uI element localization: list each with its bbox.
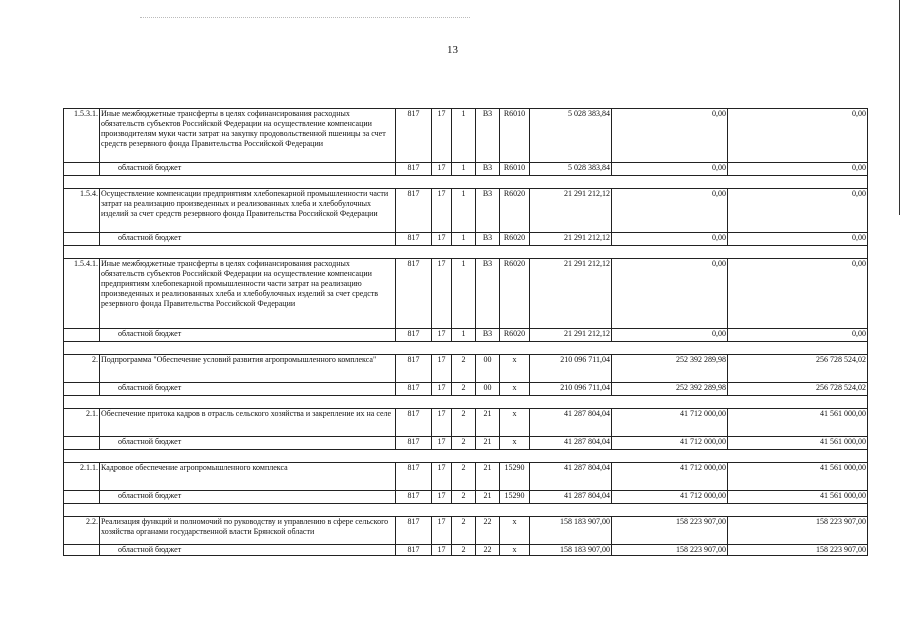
row-number-cell: 2.1.	[64, 409, 100, 437]
separator-cell	[612, 246, 728, 259]
separator-cell	[476, 342, 500, 355]
row-separator	[64, 342, 868, 355]
event-code-cell: В3	[476, 189, 500, 233]
row-number-cell: 1.5.3.1.	[64, 109, 100, 163]
amount-year3-cell: 41 561 000,00	[728, 409, 868, 437]
event-code-cell: В3	[476, 259, 500, 329]
direction-code-cell: х	[500, 545, 530, 556]
budget-subrow	[64, 437, 868, 450]
ministry-code-cell: 817	[396, 383, 432, 396]
amount-year2-cell: 0,00	[612, 233, 728, 246]
amount-year1-cell: 5 028 383,84	[530, 109, 612, 163]
separator-cell	[612, 450, 728, 463]
page-number: 13	[447, 44, 458, 56]
direction-code-cell: 15290	[500, 463, 530, 491]
row-name-cell: областной бюджет	[100, 163, 396, 176]
program-code-cell: 17	[432, 463, 452, 491]
row-separator	[64, 396, 868, 409]
budget-row	[64, 355, 868, 383]
amount-year3-cell: 158 223 907,00	[728, 545, 868, 556]
event-code-cell: 00	[476, 355, 500, 383]
program-code-cell: 17	[432, 163, 452, 176]
amount-year1-cell: 5 028 383,84	[530, 163, 612, 176]
direction-code-cell: х	[500, 355, 530, 383]
budget-row	[64, 259, 868, 329]
separator-cell	[100, 396, 396, 409]
event-code-cell: В3	[476, 233, 500, 246]
separator-cell	[728, 176, 868, 189]
separator-cell	[476, 246, 500, 259]
amount-year1-cell: 21 291 212,12	[530, 259, 612, 329]
row-name-cell: Иные межбюджетные трансферты в целях софинансирования расходных обязательств субъектов Российской Федерации на осуществление компенсации предприятиям хлебопекарной промышленности части затрат на реализацию произведенных и реализованных хлеба и хлебобулочных изделий за счет средств резервного фонда Правительства Российской Федерации	[100, 259, 396, 329]
program-code-cell: 17	[432, 189, 452, 233]
row-name-cell: областной бюджет	[100, 491, 396, 504]
ministry-code-cell: 817	[396, 517, 432, 545]
event-code-cell: 21	[476, 491, 500, 504]
ministry-code-cell: 817	[396, 109, 432, 163]
separator-cell	[64, 396, 100, 409]
ministry-code-cell: 817	[396, 437, 432, 450]
amount-year1-cell: 210 096 711,04	[530, 355, 612, 383]
row-name-cell: Обеспечение притока кадров в отрасль сельского хозяйства и закрепление их на селе	[100, 409, 396, 437]
row-name-cell: областной бюджет	[100, 329, 396, 342]
direction-code-cell: R6010	[500, 109, 530, 163]
program-code-cell: 17	[432, 233, 452, 246]
budget-subrow	[64, 383, 868, 396]
row-number-cell: 1.5.4.1.	[64, 259, 100, 329]
ministry-code-cell: 817	[396, 233, 432, 246]
row-name-cell: Реализация функций и полномочий по руководству и управлению в сфере сельского хозяйства органами государственной власти Брянской области	[100, 517, 396, 545]
separator-cell	[64, 246, 100, 259]
direction-code-cell: х	[500, 409, 530, 437]
budget-subrow	[64, 545, 868, 556]
amount-year2-cell: 0,00	[612, 329, 728, 342]
budget-row	[64, 189, 868, 233]
event-code-cell: В3	[476, 163, 500, 176]
separator-cell	[728, 246, 868, 259]
row-name-cell: областной бюджет	[100, 437, 396, 450]
row-name-cell: областной бюджет	[100, 383, 396, 396]
separator-cell	[100, 176, 396, 189]
separator-cell	[452, 450, 476, 463]
ministry-code-cell: 817	[396, 491, 432, 504]
budget-row	[64, 409, 868, 437]
subprogram-code-cell: 2	[452, 383, 476, 396]
separator-cell	[64, 342, 100, 355]
subprogram-code-cell: 1	[452, 329, 476, 342]
separator-cell	[396, 396, 432, 409]
amount-year3-cell: 256 728 524,02	[728, 383, 868, 396]
row-number-cell: 2.1.1.	[64, 463, 100, 491]
amount-year3-cell: 0,00	[728, 109, 868, 163]
amount-year3-cell: 0,00	[728, 259, 868, 329]
amount-year1-cell: 41 287 804,04	[530, 463, 612, 491]
separator-cell	[530, 396, 612, 409]
separator-cell	[476, 450, 500, 463]
subprogram-code-cell: 2	[452, 545, 476, 556]
separator-cell	[100, 342, 396, 355]
separator-cell	[432, 450, 452, 463]
program-code-cell: 17	[432, 355, 452, 383]
direction-code-cell: R6020	[500, 189, 530, 233]
amount-year2-cell: 41 712 000,00	[612, 463, 728, 491]
separator-cell	[396, 450, 432, 463]
amount-year3-cell: 158 223 907,00	[728, 517, 868, 545]
amount-year1-cell: 210 096 711,04	[530, 383, 612, 396]
direction-code-cell: R6020	[500, 233, 530, 246]
amount-year3-cell: 0,00	[728, 189, 868, 233]
direction-code-cell: R6020	[500, 259, 530, 329]
row-separator	[64, 450, 868, 463]
program-code-cell: 17	[432, 109, 452, 163]
subprogram-code-cell: 2	[452, 517, 476, 545]
row-number-cell	[64, 163, 100, 176]
amount-year1-cell: 41 287 804,04	[530, 409, 612, 437]
row-name-cell: Иные межбюджетные трансферты в целях софинансирования расходных обязательств субъектов Российской Федерации на осуществление компенсации производителям муки части затрат на закупку продовольственной пшеницы за счет средств резервного фонда Правительства Российской Федерации	[100, 109, 396, 163]
amount-year2-cell: 41 712 000,00	[612, 437, 728, 450]
event-code-cell: 21	[476, 463, 500, 491]
ministry-code-cell: 817	[396, 259, 432, 329]
separator-cell	[530, 176, 612, 189]
direction-code-cell: R6010	[500, 163, 530, 176]
row-number-cell	[64, 545, 100, 556]
program-code-cell: 17	[432, 329, 452, 342]
subprogram-code-cell: 1	[452, 233, 476, 246]
row-name-cell: областной бюджет	[100, 233, 396, 246]
row-number-cell	[64, 329, 100, 342]
separator-cell	[530, 450, 612, 463]
separator-cell	[432, 176, 452, 189]
budget-table-body	[64, 109, 868, 556]
program-code-cell: 17	[432, 545, 452, 556]
event-code-cell: 22	[476, 517, 500, 545]
separator-cell	[396, 504, 432, 517]
budget-subrow	[64, 163, 868, 176]
separator-cell	[452, 246, 476, 259]
row-number-cell: 2.2.	[64, 517, 100, 545]
budget-row	[64, 463, 868, 491]
separator-cell	[432, 396, 452, 409]
separator-cell	[452, 342, 476, 355]
ministry-code-cell: 817	[396, 163, 432, 176]
amount-year3-cell: 41 561 000,00	[728, 491, 868, 504]
program-code-cell: 17	[432, 409, 452, 437]
separator-cell	[530, 246, 612, 259]
event-code-cell: В3	[476, 109, 500, 163]
separator-cell	[452, 176, 476, 189]
row-name-cell: Подпрограмма "Обеспечение условий развития агропромышленного комплекса"	[100, 355, 396, 383]
amount-year2-cell: 252 392 289,98	[612, 383, 728, 396]
direction-code-cell: х	[500, 383, 530, 396]
separator-cell	[500, 342, 530, 355]
amount-year2-cell: 0,00	[612, 189, 728, 233]
separator-cell	[728, 504, 868, 517]
ministry-code-cell: 817	[396, 409, 432, 437]
amount-year1-cell: 41 287 804,04	[530, 437, 612, 450]
ministry-code-cell: 817	[396, 355, 432, 383]
separator-cell	[396, 176, 432, 189]
subprogram-code-cell: 2	[452, 437, 476, 450]
row-name-cell: областной бюджет	[100, 545, 396, 556]
amount-year3-cell: 0,00	[728, 233, 868, 246]
row-name-cell: Кадровое обеспечение агропромышленного комплекса	[100, 463, 396, 491]
event-code-cell: 00	[476, 383, 500, 396]
amount-year2-cell: 0,00	[612, 163, 728, 176]
separator-cell	[728, 450, 868, 463]
separator-cell	[64, 176, 100, 189]
separator-cell	[476, 176, 500, 189]
separator-cell	[100, 504, 396, 517]
amount-year2-cell: 158 223 907,00	[612, 545, 728, 556]
separator-cell	[500, 450, 530, 463]
program-code-cell: 17	[432, 383, 452, 396]
direction-code-cell: х	[500, 437, 530, 450]
direction-code-cell: х	[500, 517, 530, 545]
program-code-cell: 17	[432, 491, 452, 504]
amount-year2-cell: 252 392 289,98	[612, 355, 728, 383]
budget-row	[64, 109, 868, 163]
amount-year1-cell: 158 183 907,00	[530, 517, 612, 545]
budget-subrow	[64, 233, 868, 246]
separator-cell	[396, 246, 432, 259]
amount-year1-cell: 21 291 212,12	[530, 233, 612, 246]
separator-cell	[396, 342, 432, 355]
separator-cell	[500, 246, 530, 259]
amount-year1-cell: 41 287 804,04	[530, 491, 612, 504]
row-number-cell	[64, 233, 100, 246]
scan-speckle-line	[140, 17, 470, 19]
separator-cell	[476, 396, 500, 409]
separator-cell	[728, 396, 868, 409]
row-number-cell: 1.5.4.	[64, 189, 100, 233]
event-code-cell: 21	[476, 409, 500, 437]
separator-cell	[432, 504, 452, 517]
separator-cell	[530, 504, 612, 517]
amount-year2-cell: 0,00	[612, 259, 728, 329]
subprogram-code-cell: 1	[452, 109, 476, 163]
amount-year3-cell: 41 561 000,00	[728, 437, 868, 450]
event-code-cell: 21	[476, 437, 500, 450]
budget-subrow	[64, 491, 868, 504]
direction-code-cell: R6020	[500, 329, 530, 342]
separator-cell	[100, 450, 396, 463]
subprogram-code-cell: 2	[452, 491, 476, 504]
amount-year2-cell: 41 712 000,00	[612, 409, 728, 437]
separator-cell	[612, 342, 728, 355]
budget-table	[63, 108, 868, 556]
ministry-code-cell: 817	[396, 189, 432, 233]
row-number-cell: 2.	[64, 355, 100, 383]
separator-cell	[64, 450, 100, 463]
row-separator	[64, 504, 868, 517]
separator-cell	[476, 504, 500, 517]
amount-year1-cell: 158 183 907,00	[530, 545, 612, 556]
subprogram-code-cell: 1	[452, 189, 476, 233]
separator-cell	[612, 176, 728, 189]
separator-cell	[500, 504, 530, 517]
amount-year2-cell: 41 712 000,00	[612, 491, 728, 504]
amount-year1-cell: 21 291 212,12	[530, 189, 612, 233]
event-code-cell: В3	[476, 329, 500, 342]
scan-edge-line	[899, 0, 900, 215]
subprogram-code-cell: 1	[452, 259, 476, 329]
separator-cell	[728, 342, 868, 355]
budget-subrow	[64, 329, 868, 342]
ministry-code-cell: 817	[396, 463, 432, 491]
program-code-cell: 17	[432, 259, 452, 329]
row-separator	[64, 246, 868, 259]
amount-year3-cell: 256 728 524,02	[728, 355, 868, 383]
row-number-cell	[64, 491, 100, 504]
program-code-cell: 17	[432, 517, 452, 545]
row-number-cell	[64, 437, 100, 450]
amount-year1-cell: 21 291 212,12	[530, 329, 612, 342]
separator-cell	[612, 504, 728, 517]
separator-cell	[500, 396, 530, 409]
program-code-cell: 17	[432, 437, 452, 450]
separator-cell	[500, 176, 530, 189]
amount-year2-cell: 0,00	[612, 109, 728, 163]
subprogram-code-cell: 1	[452, 163, 476, 176]
amount-year2-cell: 158 223 907,00	[612, 517, 728, 545]
separator-cell	[64, 504, 100, 517]
separator-cell	[452, 504, 476, 517]
separator-cell	[530, 342, 612, 355]
separator-cell	[432, 246, 452, 259]
row-separator	[64, 176, 868, 189]
separator-cell	[100, 246, 396, 259]
row-number-cell	[64, 383, 100, 396]
ministry-code-cell: 817	[396, 329, 432, 342]
amount-year3-cell: 41 561 000,00	[728, 463, 868, 491]
amount-year3-cell: 0,00	[728, 329, 868, 342]
subprogram-code-cell: 2	[452, 355, 476, 383]
event-code-cell: 22	[476, 545, 500, 556]
separator-cell	[432, 342, 452, 355]
separator-cell	[612, 396, 728, 409]
subprogram-code-cell: 2	[452, 409, 476, 437]
separator-cell	[452, 396, 476, 409]
budget-row	[64, 517, 868, 545]
subprogram-code-cell: 2	[452, 463, 476, 491]
direction-code-cell: 15290	[500, 491, 530, 504]
amount-year3-cell: 0,00	[728, 163, 868, 176]
row-name-cell: Осуществление компенсации предприятиям хлебопекарной промышленности части затрат на реализацию произведенных и реализованных хлеба и хлебобулочных изделий за счет средств резервного фонда Правительства Российской Федерации	[100, 189, 396, 233]
ministry-code-cell: 817	[396, 545, 432, 556]
